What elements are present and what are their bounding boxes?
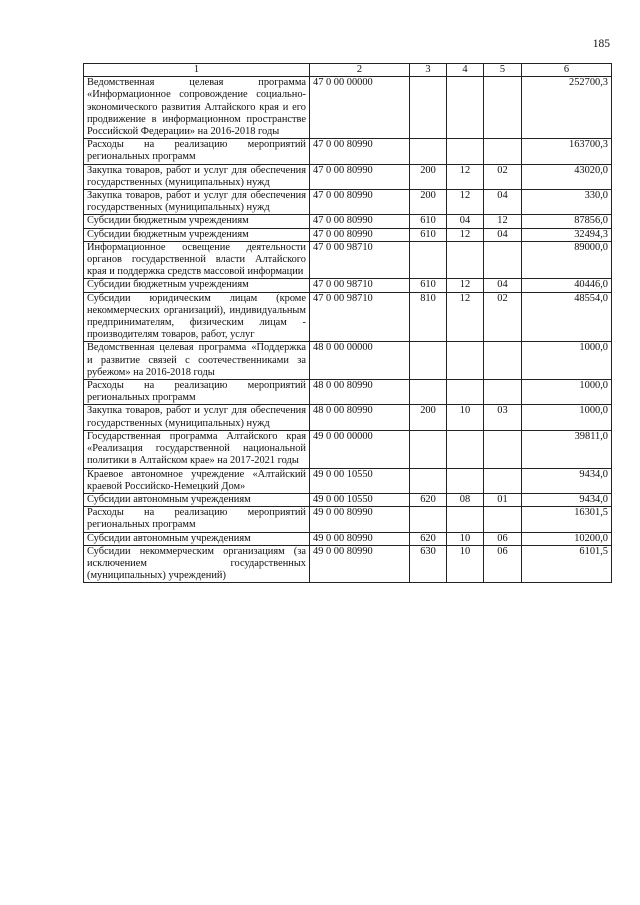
cell-c5 [484,507,522,532]
cell-sum: 40446,0 [522,279,612,292]
cell-name: Субсидии бюджетным учреждениям [84,228,310,241]
cell-name: Ведомственная целевая программа «Информационное сопровождение социально-экономического развития Алтайского края и его продвижение в информационном пространстве Российской Федерации» на 2016-2018 годы [84,77,310,139]
cell-code: 48 0 00 80990 [310,405,410,430]
cell-c4: 12 [447,190,484,215]
table-row [84,77,612,139]
cell-c3 [410,468,447,493]
cell-c4: 10 [447,545,484,583]
cell-sum: 39811,0 [522,430,612,468]
cell-c5: 06 [484,545,522,583]
cell-sum: 6101,5 [522,545,612,583]
cell-c4: 08 [447,493,484,506]
cell-name: Субсидии бюджетным учреждениям [84,215,310,228]
cell-sum: 48554,0 [522,292,612,342]
cell-c5 [484,241,522,279]
cell-sum: 1000,0 [522,380,612,405]
cell-code: 48 0 00 00000 [310,342,410,380]
page-number: 185 [592,38,610,50]
cell-c4: 12 [447,164,484,189]
cell-name: Субсидии бюджетным учреждениям [84,279,310,292]
cell-code: 47 0 00 80990 [310,164,410,189]
cell-code: 49 0 00 00000 [310,430,410,468]
table-row [84,545,612,583]
cell-c4: 12 [447,292,484,342]
cell-code: 49 0 00 10550 [310,493,410,506]
column-header: 2 [310,64,410,77]
cell-c4 [447,430,484,468]
cell-c5: 04 [484,190,522,215]
cell-name: Расходы на реализацию мероприятий региональных программ [84,139,310,164]
table-row [84,430,612,468]
cell-code: 49 0 00 80990 [310,545,410,583]
table-row [84,342,612,380]
table-row [84,468,612,493]
table-row [84,405,612,430]
column-header: 3 [410,64,447,77]
cell-c5 [484,468,522,493]
cell-sum: 87856,0 [522,215,612,228]
cell-name: Субсидии некоммерческим организациям (за исключением государственных (муниципальных) учреждений) [84,545,310,583]
cell-c4 [447,77,484,139]
cell-code: 47 0 00 80990 [310,228,410,241]
cell-sum: 330,0 [522,190,612,215]
cell-sum: 32494,3 [522,228,612,241]
cell-c4 [447,507,484,532]
column-header: 6 [522,64,612,77]
cell-sum: 252700,3 [522,77,612,139]
table-row [84,507,612,532]
cell-name: Краевое автономное учреждение «Алтайский краевой Российско-Немецкий Дом» [84,468,310,493]
cell-c5: 03 [484,405,522,430]
cell-c5 [484,77,522,139]
cell-code: 49 0 00 80990 [310,532,410,545]
table-row [84,493,612,506]
cell-name: Информационное освещение деятельности органов государственной власти Алтайского края и поддержка средств массовой информации [84,241,310,279]
table-row [84,532,612,545]
cell-sum: 10200,0 [522,532,612,545]
cell-c4: 12 [447,279,484,292]
cell-c3 [410,241,447,279]
cell-c3 [410,342,447,380]
cell-name: Закупка товаров, работ и услуг для обеспечения государственных (муниципальных) нужд [84,164,310,189]
table-row [84,215,612,228]
cell-c5: 06 [484,532,522,545]
table-row [84,241,612,279]
cell-sum: 9434,0 [522,493,612,506]
table-header-row [84,64,612,77]
cell-c3: 200 [410,190,447,215]
cell-code: 47 0 00 80990 [310,190,410,215]
cell-sum: 43020,0 [522,164,612,189]
cell-c5: 04 [484,228,522,241]
cell-c3: 200 [410,164,447,189]
cell-c3 [410,77,447,139]
column-header: 4 [447,64,484,77]
cell-c3 [410,507,447,532]
cell-c5 [484,430,522,468]
cell-name: Субсидии автономным учреждениям [84,532,310,545]
cell-c4: 04 [447,215,484,228]
cell-c3: 200 [410,405,447,430]
table-row [84,139,612,164]
cell-code: 47 0 00 98710 [310,292,410,342]
cell-c4: 10 [447,532,484,545]
cell-name: Закупка товаров, работ и услуг для обеспечения государственных (муниципальных) нужд [84,405,310,430]
cell-name: Расходы на реализацию мероприятий региональных программ [84,380,310,405]
column-header: 5 [484,64,522,77]
cell-c4 [447,342,484,380]
cell-c5: 02 [484,164,522,189]
cell-code: 47 0 00 98710 [310,279,410,292]
cell-c3: 810 [410,292,447,342]
cell-c4 [447,380,484,405]
cell-sum: 89000,0 [522,241,612,279]
cell-c3: 610 [410,279,447,292]
cell-c3 [410,139,447,164]
cell-c5 [484,380,522,405]
table-row [84,164,612,189]
cell-c4 [447,241,484,279]
cell-code: 47 0 00 98710 [310,241,410,279]
cell-name: Государственная программа Алтайского края «Реализация государственной национальной политики в Алтайском крае» на 2017-2021 годы [84,430,310,468]
cell-name: Субсидии автономным учреждениям [84,493,310,506]
table-row [84,190,612,215]
cell-c3: 610 [410,228,447,241]
cell-sum: 9434,0 [522,468,612,493]
cell-c5: 12 [484,215,522,228]
column-header: 1 [84,64,310,77]
cell-name: Ведомственная целевая программа «Поддержка и развитие связей с соотечественниками за рубежом» на 2016-2018 годы [84,342,310,380]
cell-c4 [447,468,484,493]
table-row [84,279,612,292]
cell-code: 49 0 00 10550 [310,468,410,493]
table-row [84,228,612,241]
cell-c5 [484,342,522,380]
cell-c3 [410,430,447,468]
cell-sum: 1000,0 [522,405,612,430]
cell-code: 47 0 00 80990 [310,139,410,164]
cell-c5 [484,139,522,164]
cell-code: 48 0 00 80990 [310,380,410,405]
cell-c3 [410,380,447,405]
table-row [84,292,612,342]
budget-table [83,63,612,583]
cell-c3: 610 [410,215,447,228]
cell-code: 47 0 00 80990 [310,215,410,228]
cell-name: Закупка товаров, работ и услуг для обеспечения государственных (муниципальных) нужд [84,190,310,215]
cell-c3: 630 [410,545,447,583]
cell-c5: 02 [484,292,522,342]
cell-c5: 01 [484,493,522,506]
cell-c4 [447,139,484,164]
cell-name: Расходы на реализацию мероприятий региональных программ [84,507,310,532]
cell-c3: 620 [410,532,447,545]
cell-sum: 1000,0 [522,342,612,380]
cell-c4: 12 [447,228,484,241]
cell-sum: 163700,3 [522,139,612,164]
table-row [84,380,612,405]
cell-name: Субсидии юридическим лицам (кроме некоммерческих организаций), индивидуальным предпринимателям, физическим лицам - производителям товаров, работ, услуг [84,292,310,342]
cell-c3: 620 [410,493,447,506]
cell-code: 47 0 00 00000 [310,77,410,139]
cell-c5: 04 [484,279,522,292]
cell-c4: 10 [447,405,484,430]
cell-code: 49 0 00 80990 [310,507,410,532]
cell-sum: 16301,5 [522,507,612,532]
